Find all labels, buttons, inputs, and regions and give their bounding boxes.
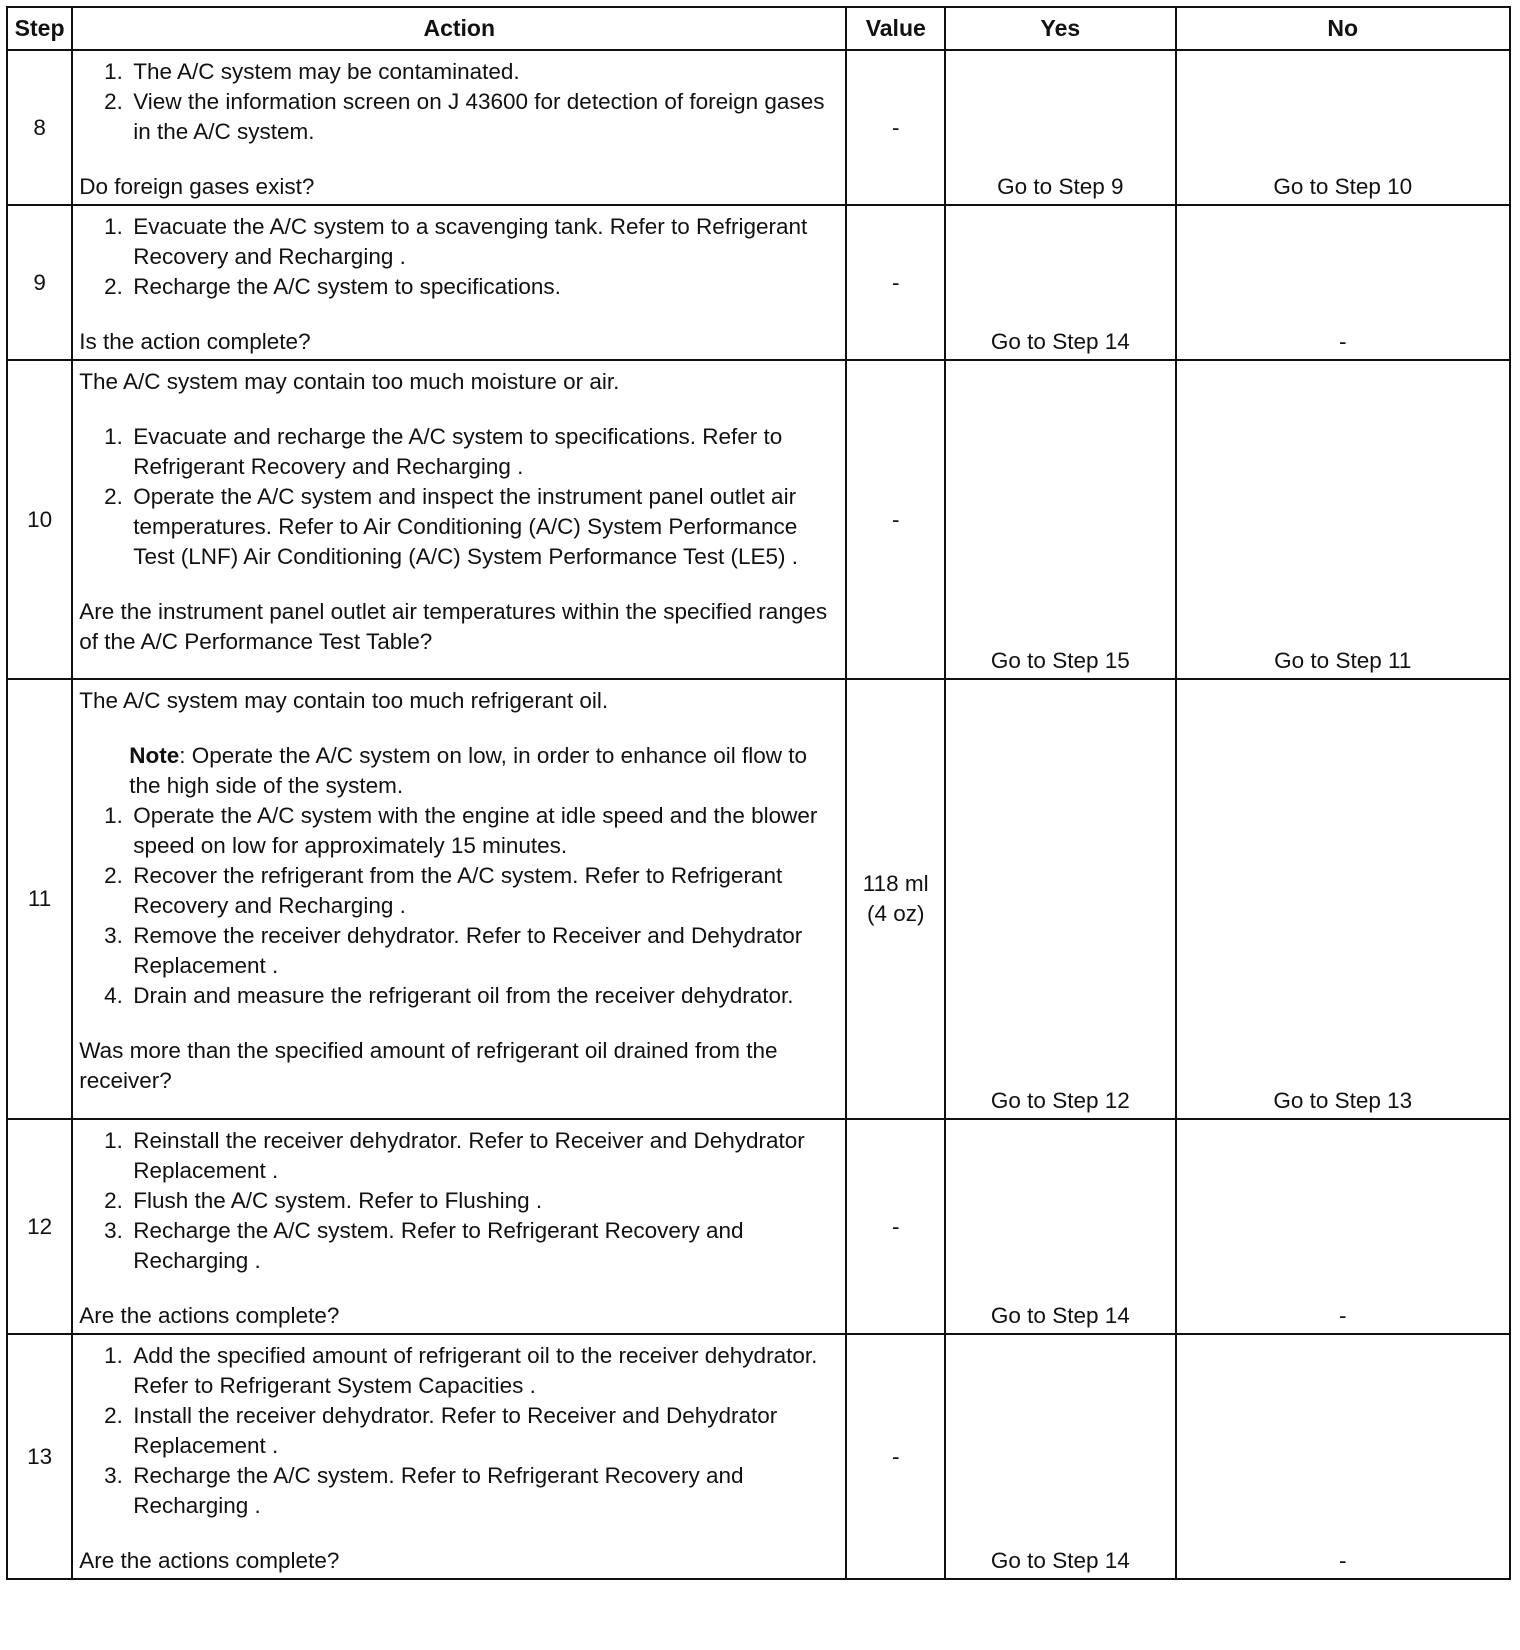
action-step: 1. Evacuate and recharge the A/C system to specifications. Refer to Refrigerant Recovery and Recharging . (129, 422, 831, 482)
action-step: 3. Remove the receiver dehydrator. Refer to Receiver and Dehydrator Replacement . (129, 921, 831, 981)
value-cell: - (846, 1334, 945, 1579)
action-step: 3. Recharge the A/C system. Refer to Refrigerant Recovery and Recharging . (129, 1216, 831, 1276)
value-amount-oz: (4 oz) (866, 901, 925, 926)
value-cell: - (846, 1119, 945, 1334)
yes-link[interactable]: Go to Step 15 (945, 360, 1175, 679)
action-step: 1. Add the specified amount of refrigerant oil to the receiver dehydrator. Refer to Refrigerant System Capacities . (129, 1341, 831, 1401)
action-step: 2. View the information screen on J 43600 for detection of foreign gases in the A/C system. (129, 87, 831, 147)
yes-link[interactable]: Go to Step 14 (945, 1119, 1175, 1334)
yes-link[interactable]: Go to Step 14 (945, 205, 1175, 360)
no-value: - (1176, 205, 1511, 360)
header-step: Step (7, 7, 72, 50)
step-number: 11 (7, 679, 72, 1119)
action-cell (72, 50, 846, 205)
step-number: 9 (7, 205, 72, 360)
header-yes: Yes (945, 7, 1175, 50)
action-question: Was more than the specified amount of refrigerant oil drained from the receiver? (79, 1038, 778, 1093)
action-steps (79, 422, 831, 572)
action-step: 3. Recharge the A/C system. Refer to Refrigerant Recovery and Recharging . (129, 1461, 831, 1521)
action-question: Are the instrument panel outlet air temperatures within the specified ranges of the A/C Performance Test Table? (79, 599, 828, 654)
table-row-step-10 (7, 360, 1510, 679)
action-step: 2. Recharge the A/C system to specifications. (129, 272, 831, 302)
action-intro: The A/C system may contain too much moisture or air. (79, 369, 620, 394)
action-question: Do foreign gases exist? (79, 174, 315, 199)
action-cell (72, 205, 846, 360)
no-link[interactable]: Go to Step 13 (1176, 679, 1511, 1119)
action-step: 2. Install the receiver dehydrator. Refer to Receiver and Dehydrator Replacement . (129, 1401, 831, 1461)
action-cell (72, 360, 846, 679)
table-row-step-11 (7, 679, 1510, 1119)
value-cell: - (846, 205, 945, 360)
value-cell (846, 679, 945, 1119)
action-cell (72, 1334, 846, 1579)
yes-link[interactable]: Go to Step 14 (945, 1334, 1175, 1579)
table-row-step-12 (7, 1119, 1510, 1334)
value-cell: - (846, 50, 945, 205)
action-step: 2. Flush the A/C system. Refer to Flushing . (129, 1186, 831, 1216)
no-link[interactable]: Go to Step 11 (1176, 360, 1511, 679)
action-cell (72, 679, 846, 1119)
table-row-step-9 (7, 205, 1510, 360)
step-number: 8 (7, 50, 72, 205)
action-steps (79, 212, 831, 302)
step-number: 13 (7, 1334, 72, 1579)
no-value: - (1176, 1334, 1511, 1579)
action-question: Are the actions complete? (79, 1303, 340, 1328)
action-steps (79, 57, 831, 147)
action-question: Is the action complete? (79, 329, 311, 354)
action-step: 1. Evacuate the A/C system to a scavenging tank. Refer to Refrigerant Recovery and Recharging . (129, 212, 831, 272)
yes-link[interactable]: Go to Step 12 (945, 679, 1175, 1119)
action-step: 4. Drain and measure the refrigerant oil from the receiver dehydrator. (129, 981, 831, 1011)
action-intro: The A/C system may contain too much refrigerant oil. (79, 688, 609, 713)
header-value: Value (846, 7, 945, 50)
yes-link[interactable]: Go to Step 9 (945, 50, 1175, 205)
table-row-step-8 (7, 50, 1510, 205)
note-label: Note (129, 743, 180, 768)
action-steps (79, 1341, 831, 1521)
header-row (7, 7, 1510, 50)
action-steps (79, 801, 831, 1011)
value-cell: - (846, 360, 945, 679)
action-step: 1. Operate the A/C system with the engine at idle speed and the blower speed on low for approximately 15 minutes. (129, 801, 831, 861)
header-action: Action (72, 7, 846, 50)
action-cell (72, 1119, 846, 1334)
action-question: Are the actions complete? (79, 1548, 340, 1573)
no-link[interactable]: Go to Step 10 (1176, 50, 1511, 205)
note-text: : Operate the A/C system on low, in order to enhance oil flow to the high side of the system. (129, 743, 808, 798)
action-steps (79, 1126, 831, 1276)
value-amount: 118 ml (862, 871, 929, 896)
table-row-step-13 (7, 1334, 1510, 1579)
step-number: 12 (7, 1119, 72, 1334)
diagnostic-table (6, 6, 1511, 1580)
action-step: 1. Reinstall the receiver dehydrator. Refer to Receiver and Dehydrator Replacement . (129, 1126, 831, 1186)
no-value: - (1176, 1119, 1511, 1334)
action-step: 1. The A/C system may be contaminated. (129, 57, 831, 87)
header-no: No (1176, 7, 1511, 50)
action-step: 2. Operate the A/C system and inspect the instrument panel outlet air temperatures. Refer to Air Conditioning (A/C) System Performance Test (LNF) Air Conditioning (A/C) System Performance Test (LE5) . (129, 482, 831, 572)
note (129, 741, 831, 801)
step-number: 10 (7, 360, 72, 679)
action-step: 2. Recover the refrigerant from the A/C system. Refer to Refrigerant Recovery and Recharging . (129, 861, 831, 921)
